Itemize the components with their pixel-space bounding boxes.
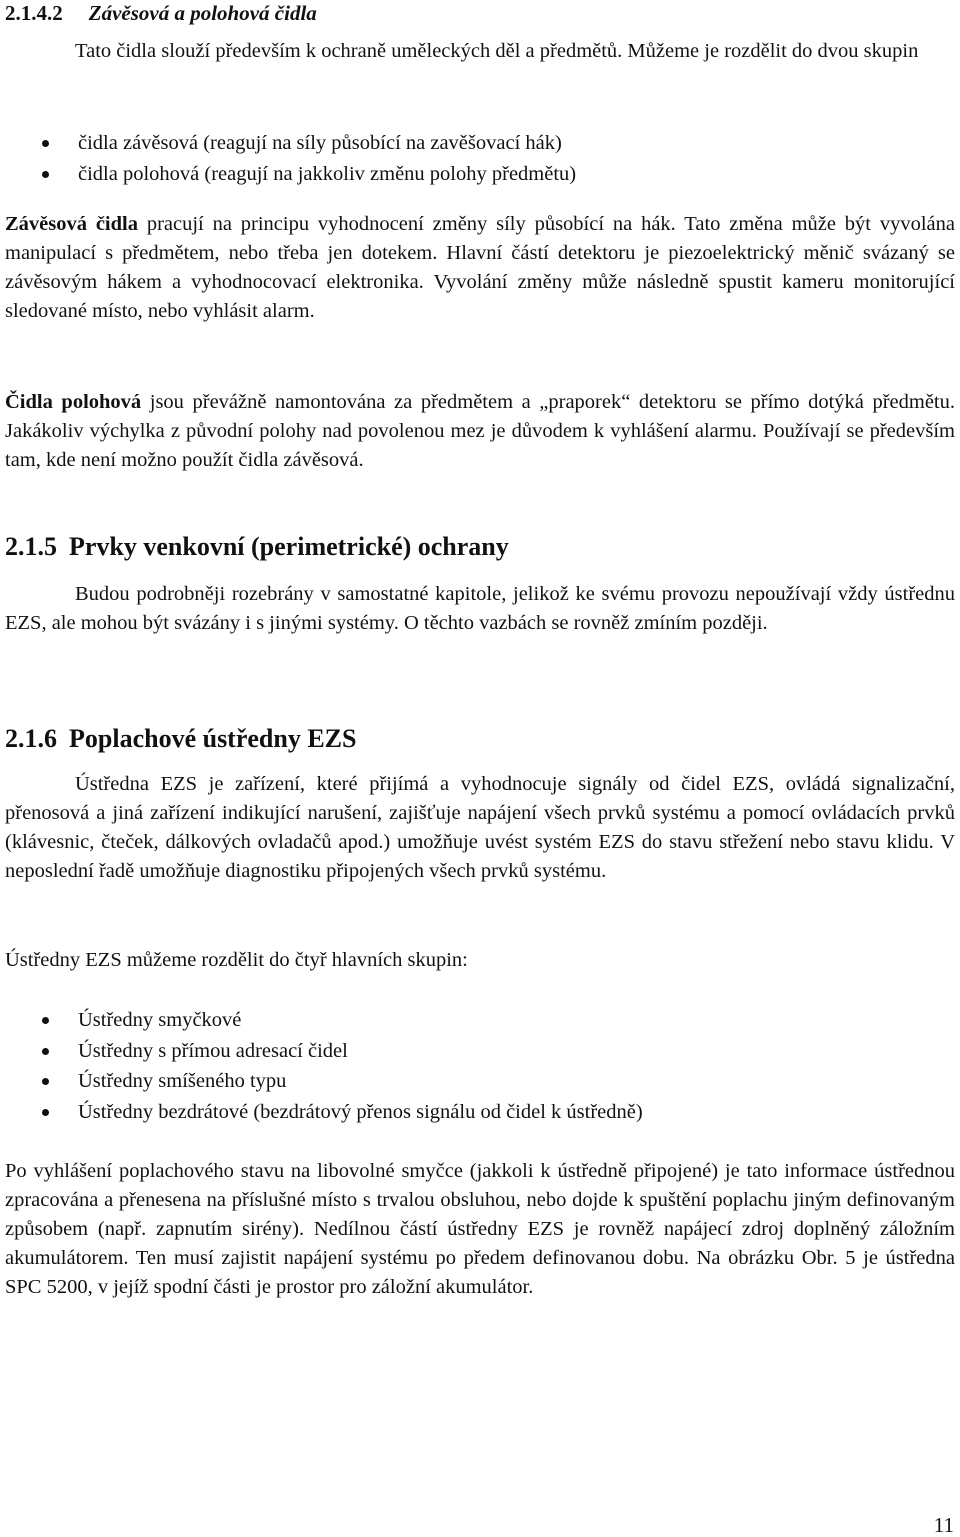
suspension-sensors-paragraph-block — [5, 210, 955, 326]
section-heading-2-1-5 — [5, 531, 955, 563]
bullet-icon — [42, 1048, 49, 1055]
panel-types-list — [5, 1005, 955, 1127]
list-item-text: Ústředny bezdrátové (bezdrátový přenos signálu od čidel k ústředně) — [78, 1100, 643, 1123]
bullet-icon — [42, 1078, 49, 1085]
list-item — [5, 1005, 955, 1036]
section-heading-2-1-6 — [5, 723, 955, 755]
bullet-icon — [42, 140, 49, 147]
intro-paragraph: Tato čidla slouží především k ochraně uměleckých děl a předmětů. Můžeme je rozdělit do dvou skupin — [75, 40, 919, 62]
list-item — [5, 1066, 955, 1097]
groups-intro-paragraph: Ústředny EZS můžeme rozdělit do čtyř hlavních skupin: — [5, 949, 468, 971]
perimeter-paragraph: Budou podrobněji rozebrány v samostatné kapitole, jelikož ke svému provozu nepoužívají vždy ústřednu EZS, ale mohou být svázány i s jinými systémy. O těchto vazbách se rovněž zmíním později. — [5, 583, 955, 634]
section-title: Poplachové ústředny EZS — [69, 724, 357, 753]
section-title: Prvky venkovní (perimetrické) ochrany — [69, 532, 509, 561]
list-item — [5, 128, 955, 159]
alarm-paragraph: Po vyhlášení poplachového stavu na libovolné smyčce (jakkoli k ústředně připojené) je tato informace ústřednou zpracována a přenesena na příslušné místo s trvalou obsluhou, nebo dojde k spuštění poplachu jiným definovaným způsobem (např. zapnutím sirény). Nedílnou částí ústředny EZS je rovněž napájecí zdroj doplněný záložním akumulátorem. Ten musí zajistit napájení systému po předem definovanou dobu. Na obrázku Obr. 5 je ústředna SPC 5200, v jejíž spodní části je prostor pro záložní akumulátor. — [5, 1160, 955, 1298]
bold-term: Čidla polohová — [5, 391, 142, 413]
intro-paragraph-block — [5, 37, 955, 66]
paragraph-text: pracují na principu vyhodnocení změny síly působící na hák. Tato změna může být vyvolána manipulací s předmětem, nebo třeba jen dotekem. Hlavní částí detektoru je piezoelektrický měnič svázaný se závěsovým hákem a vyhodnocovací elektronika. Vyvolání změny může následně spustit kameru monitorující sledované místo, nebo vyhlásit alarm. — [5, 213, 955, 322]
groups-intro-paragraph-block — [5, 946, 955, 975]
perimeter-paragraph-block — [5, 580, 955, 638]
page-number: 11 — [933, 1513, 954, 1537]
section-title: Závěsová a polohová čidla — [88, 1, 317, 25]
position-sensors-paragraph — [5, 388, 955, 475]
section-number: 2.1.6 — [5, 724, 57, 753]
bullet-icon — [42, 1017, 49, 1024]
list-item — [5, 159, 955, 190]
section-heading-2-1-4-2 — [5, 0, 955, 26]
bold-term: Závěsová čidla — [5, 213, 138, 235]
list-item-text: Ústředny s přímou adresací čidel — [78, 1039, 348, 1062]
list-item-text: Ústředny smíšeného typu — [78, 1070, 287, 1092]
list-item — [5, 1036, 955, 1067]
list-item-text: čidla polohová (reagují na jakkoliv změnu polohy předmětu) — [78, 162, 577, 185]
panel-types-list-block — [5, 1005, 955, 1127]
section-number: 2.1.5 — [5, 532, 57, 561]
list-item-text: Ústředny smyčkové — [78, 1009, 242, 1031]
list-item-text: čidla závěsová (reagují na síly působící na zavěšovací hák) — [78, 132, 562, 154]
sensor-types-list-block — [5, 128, 955, 189]
list-item — [5, 1097, 955, 1128]
alarm-paragraph-block — [5, 1157, 955, 1302]
section-number: 2.1.4.2 — [5, 1, 63, 25]
paragraph-text: jsou převážně namontována za předmětem a „praporek“ detektoru se přímo dotýká předmětu. Jakákoliv výchylka z původní polohy nad povolenou mez je důvodem k vyhlášení alarmu. Používají se především tam, kde není možno použít čidla závěsová. — [5, 391, 955, 471]
suspension-sensors-paragraph — [5, 210, 955, 326]
bullet-icon — [42, 1109, 49, 1116]
bullet-icon — [42, 171, 49, 178]
position-sensors-paragraph-block — [5, 388, 955, 475]
control-panel-paragraph-block — [5, 770, 955, 886]
control-panel-paragraph: Ústředna EZS je zařízení, které přijímá a vyhodnocuje signály od čidel EZS, ovládá signalizační, přenosová a jiná zařízení indikující narušení, zajišťuje napájení všech prvků systému a pomocí ovládacích prvků (klávesnic, čteček, dálkových ovladačů apod.) umožňuje uvést systém EZS do stavu střežení nebo stavu klidu. V neposlední řadě umožňuje diagnostiku připojených všech prvků systému. — [5, 773, 955, 882]
sensor-types-list — [5, 128, 955, 189]
